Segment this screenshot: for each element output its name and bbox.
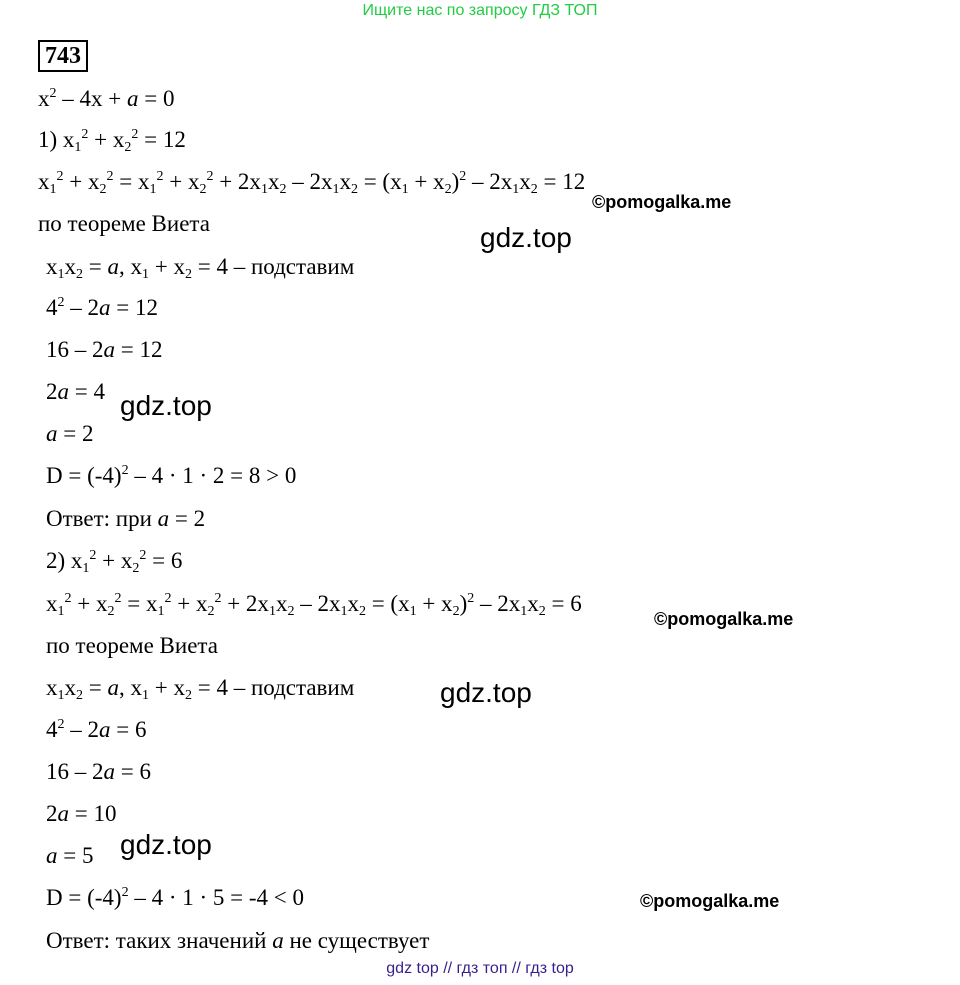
part1-step3: 2a = 4	[46, 379, 105, 404]
problem-number: 743	[38, 40, 88, 72]
part1-step2: 16 – 2a = 12	[46, 337, 163, 362]
watermark-pomogalka: ©pomogalka.me	[640, 891, 780, 911]
watermark-gdz: gdz.top	[120, 829, 212, 860]
part1-vieta-label: по теореме Виета	[38, 211, 210, 236]
watermark-pomogalka: ©pomogalka.me	[592, 192, 732, 212]
part2-step2: 16 – 2a = 6	[46, 759, 151, 784]
part2-discriminant: $D = (-4)^2 - 4 \cdot 1 \cdot 5 = -4 < 0$	[46, 885, 304, 910]
part2-step3: 2a = 10	[46, 801, 117, 826]
part1-condition: 1) $x_1^2 + x_2^2 = 12$	[38, 127, 186, 155]
main-equation: $x^2 - 4x + a = 0$	[38, 86, 175, 111]
part2-expansion: $x_1^2 + x_2^2 = x_1^2 + x_2^2 + 2x_1x_2 - 2x_1x_2 = (x_1 + x_2)^2 - 2x_1x_2 = 6$	[46, 591, 582, 619]
footer-banner: gdz top // гдз топ // гдз top	[386, 960, 574, 977]
watermark-gdz: gdz.top	[120, 390, 212, 421]
part2-step1: $4^2 - 2a = 6$	[46, 717, 147, 742]
part2-answer: Ответ: таких значений a не существует	[46, 928, 430, 953]
part1-answer: Ответ: при a = 2	[46, 506, 206, 531]
header-banner: Ищите нас по запросу ГДЗ ТОП	[362, 2, 598, 19]
watermark-gdz: gdz.top	[480, 222, 572, 253]
part2-condition: 2) $x_1^2 + x_2^2 = 6$	[46, 548, 183, 576]
part1-discriminant: $D = (-4)^2 - 4 \cdot 1 \cdot 2 = 8 > 0$	[46, 463, 297, 488]
part2-vieta: $x_1x_2 = a$, $x_1 + x_2 = 4$ – подставим	[46, 675, 355, 703]
part2-step4: a = 5	[46, 843, 94, 868]
part1-vieta: $x_1x_2 = a$, $x_1 + x_2 = 4$ – подставим	[46, 254, 355, 282]
part1-expansion: $x_1^2 + x_2^2 = x_1^2 + x_2^2 + 2x_1x_2 - 2x_1x_2 = (x_1 + x_2)^2 - 2x_1x_2 = 12$	[38, 169, 586, 197]
part2-vieta-label: по теореме Виета	[46, 633, 218, 658]
part1-step1: $4^2 - 2a = 12$	[46, 295, 158, 320]
watermark-pomogalka: ©pomogalka.me	[654, 609, 794, 629]
watermark-gdz: gdz.top	[440, 677, 532, 708]
part1-step4: a = 2	[46, 421, 94, 446]
